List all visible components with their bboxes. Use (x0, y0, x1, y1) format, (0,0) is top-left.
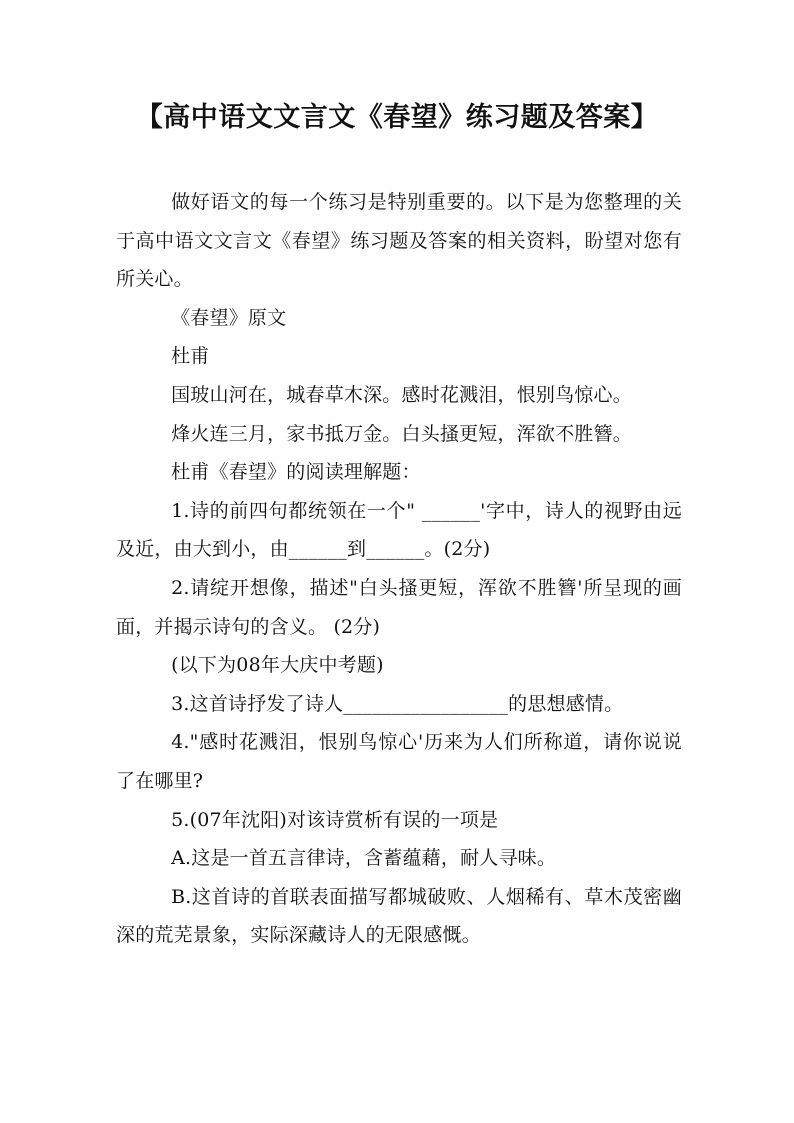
exam-note: (以下为08年大庆中考题) (171, 654, 384, 677)
poem-line: 国玻山河在，城春草木深。感时花溅泪，恨别鸟惊心。 (171, 383, 632, 406)
section-heading: 《春望》原文 (171, 306, 287, 329)
document-title: 【高中语文文言文《春望》练习题及答案】 (135, 102, 659, 133)
document-body (116, 183, 682, 955)
poem-line: 烽火连三月，家书抵万金。白头搔更短，浑欲不胜簪。 (171, 422, 632, 445)
question-4: 4."感时花溅泪，恨别鸟惊心'历来为人们所称道，请你说说了在哪里? (116, 731, 682, 792)
question-3: 3.这首诗抒发了诗人_________________的思想感情。 (171, 692, 624, 715)
question-2: 2.请绽开想像，描述"白头搔更短，浑欲不胜簪'所呈现的画面，并揭示诗句的含义。 (2分) (116, 576, 682, 638)
intro-paragraph: 做好语文的每一个练习是特别重要的。以下是为您整理的关于高中语文文言文《春望》练习题及答案的相关资料，盼望对您有所关心。 (116, 191, 682, 291)
question-5: 5.(07年沈阳)对该诗赏析有误的一项是 (171, 808, 499, 831)
question-1: 1.诗的前四句都统领在一个" ______'字中，诗人的视野由远及近，由大到小，由______到______。(2分) (116, 499, 682, 561)
option-b: B.这首诗的首联表面描写都城破败、人烟稀有、草木茂密幽深的荒芜景象，实际深藏诗人的无限感慨。 (116, 885, 682, 947)
option-a: A.这是一首五言律诗，含蓄蕴藉，耐人寻味。 (171, 847, 557, 870)
poem-author: 杜甫 (171, 345, 210, 368)
questions-heading: 杜甫《春望》的阅读理解题： (171, 461, 421, 484)
